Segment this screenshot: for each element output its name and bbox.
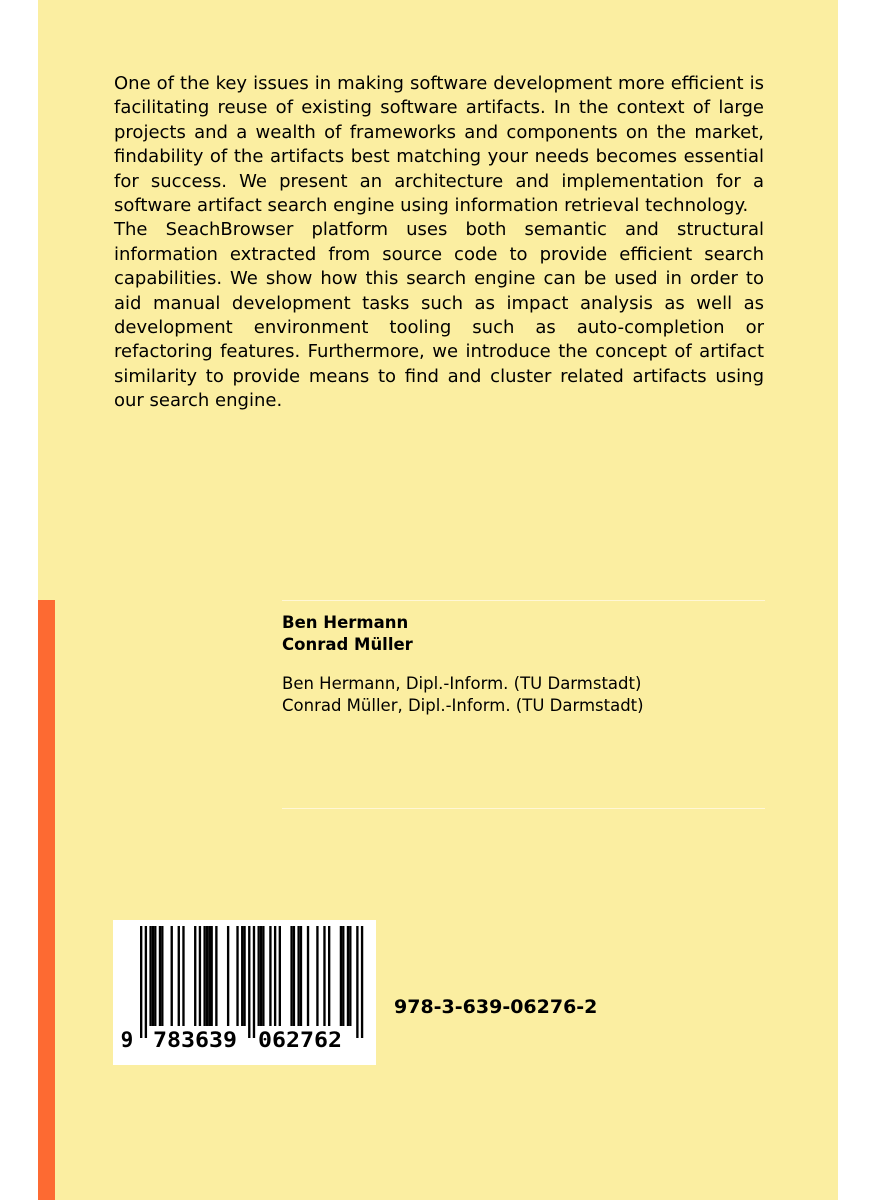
barcode-bar bbox=[347, 926, 349, 1026]
barcode-bar bbox=[290, 926, 292, 1026]
barcode-bar bbox=[199, 926, 201, 1026]
barcode-graphic bbox=[113, 920, 376, 1065]
barcode-bar bbox=[316, 926, 318, 1026]
barcode-bar bbox=[194, 926, 196, 1026]
barcode-bar bbox=[293, 926, 295, 1026]
barcode-bar bbox=[307, 926, 309, 1026]
barcode-bar bbox=[258, 926, 260, 1026]
barcode-bar bbox=[206, 926, 208, 1026]
barcode-bar bbox=[203, 926, 205, 1026]
barcode-bar bbox=[248, 926, 250, 1038]
barcode-bar bbox=[154, 926, 156, 1026]
barcode-first-digit: 9 bbox=[120, 1028, 134, 1052]
barcode-bar bbox=[145, 926, 147, 1038]
barcode-bar bbox=[297, 926, 299, 1026]
barcode-bar bbox=[149, 926, 151, 1026]
barcode-bar bbox=[227, 926, 229, 1026]
barcode-bar bbox=[236, 926, 238, 1026]
barcode-bar bbox=[279, 926, 281, 1026]
author-affiliation: Conrad Müller, Dipl.-Inform. (TU Darmstadt) bbox=[282, 696, 644, 715]
barcode-bar bbox=[323, 926, 325, 1026]
barcode-bar bbox=[243, 926, 245, 1026]
divider-bottom bbox=[282, 808, 765, 809]
barcode-bar bbox=[161, 926, 163, 1026]
barcode-bar bbox=[300, 926, 302, 1026]
barcode-right-digits: 062762 bbox=[258, 1028, 342, 1052]
barcode-bar bbox=[269, 926, 271, 1026]
barcode-bar bbox=[215, 926, 217, 1026]
blurb-text bbox=[114, 72, 764, 414]
barcode-bar bbox=[260, 926, 262, 1026]
author-name: Ben Hermann bbox=[282, 613, 409, 632]
barcode-bar bbox=[182, 926, 184, 1026]
barcode-bar bbox=[140, 926, 142, 1038]
author-names bbox=[282, 612, 413, 656]
barcode-bar bbox=[342, 926, 344, 1026]
barcode-left-digits: 783639 bbox=[153, 1028, 237, 1052]
barcode-bar bbox=[340, 926, 342, 1026]
barcode-bar bbox=[211, 926, 213, 1026]
barcode-bar bbox=[171, 926, 173, 1026]
isbn-number: 978-3-639-06276-2 bbox=[394, 996, 598, 1018]
barcode-bar bbox=[208, 926, 210, 1026]
barcode-bar bbox=[253, 926, 255, 1038]
barcode-bar bbox=[262, 926, 264, 1026]
barcode-bar bbox=[274, 926, 276, 1026]
barcode-bar bbox=[328, 926, 330, 1026]
barcode-bar bbox=[159, 926, 161, 1026]
barcode-bar bbox=[361, 926, 363, 1038]
barcode-bar bbox=[241, 926, 243, 1026]
blurb-paragraph-1: One of the key issues in making software development more efficient is facilitating reuse of existing software artifacts. In the context of large projects and a wealth of frameworks and components on the market, findability of the artifacts best matching your needs becomes essential for success. We present an architecture and implementation for a software artifact search engine using information retrieval technology. bbox=[114, 73, 764, 217]
barcode-bar bbox=[152, 926, 154, 1026]
barcode bbox=[113, 920, 376, 1065]
author-affiliations bbox=[282, 673, 644, 717]
barcode-bar bbox=[349, 926, 351, 1026]
barcode-bar bbox=[178, 926, 180, 1026]
divider-top bbox=[282, 600, 765, 601]
blurb-paragraph-2: The SeachBrowser platform uses both semantic and structural information extracted from source code to provide efficient search capabilities. We show how this search engine can be used in order to aid manual development tasks such as impact analysis as well as development environment tooling such as auto-completion or refactoring features. Furthermore, we introduce the concept of artifact similarity to provide means to find and cluster related artifacts using our search engine. bbox=[114, 219, 764, 412]
accent-stripe bbox=[38, 600, 55, 1200]
barcode-bar bbox=[356, 926, 358, 1038]
author-name: Conrad Müller bbox=[282, 635, 413, 654]
author-affiliation: Ben Hermann, Dipl.-Inform. (TU Darmstadt) bbox=[282, 674, 642, 693]
